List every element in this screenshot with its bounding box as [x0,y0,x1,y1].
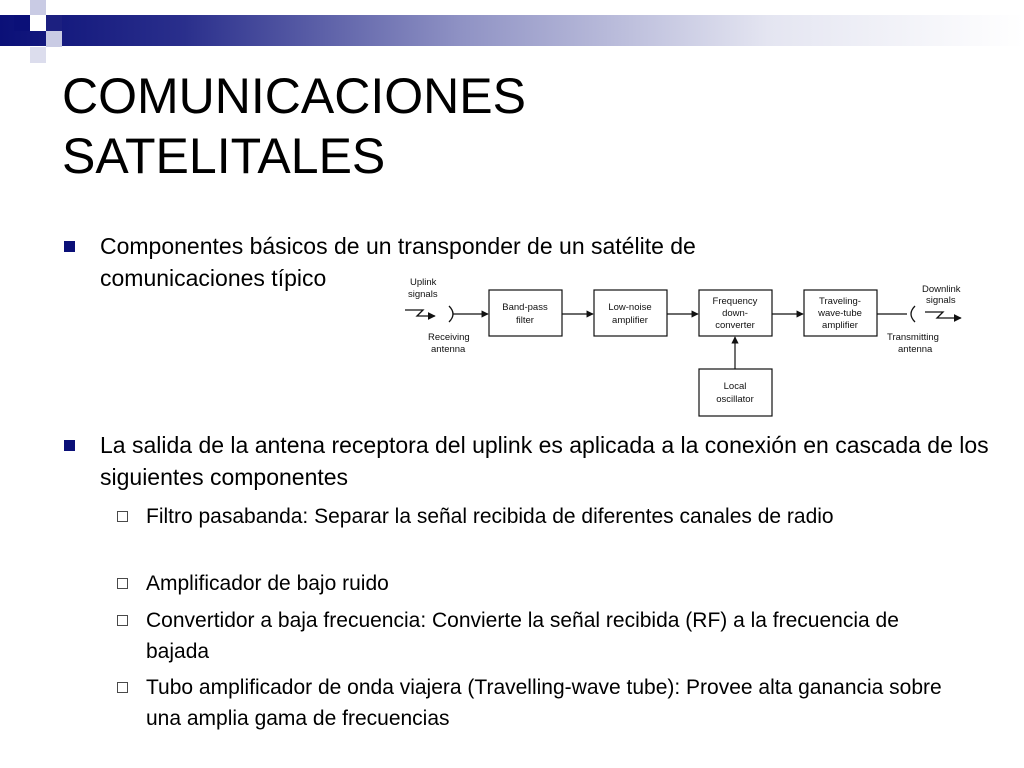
slide-title-line: SATELITALES [62,128,386,184]
slide-title [62,66,962,186]
low-noise-amplifier-label: Low-noise [608,302,652,313]
header-gradient-bar [0,15,1024,46]
twt-amplifier-label: amplifier [822,320,858,331]
low-noise-amplifier-block [594,290,667,336]
sub-bullet-item: Amplificador de bajo ruido [146,572,389,595]
downlink-label: signals [926,295,956,306]
downlink-arrow-icon [925,312,961,318]
bullet-square-icon [64,440,75,451]
downlink-label: Downlink [922,284,961,295]
header-square-navy [14,15,30,31]
transmitting-antenna-icon [911,306,915,322]
sub-bullet-item: Tubo amplificador de onda viajera (Travelling-wave tube): Provee alta ganancia sobre una amplia gama de frecuencias [146,676,942,730]
sub-bullet-square-icon [117,682,128,693]
down-converter-label: down- [722,308,748,319]
local-oscillator-label: Local [723,381,747,392]
sub-bullet-item: Filtro pasabanda: Separar la señal recibida de diferentes canales de radio [146,505,834,528]
bullet-item: Componentes básicos de un transponder de un satélite de comunicaciones típico [100,233,696,291]
receiving-antenna-icon [449,306,453,322]
bullet-square-icon [64,241,75,252]
transmitting-antenna-label: antenna [898,344,933,355]
uplink-arrow-icon [405,310,435,316]
header-square-navy [46,15,62,31]
local-oscillator-label: oscillator [716,394,754,405]
transponder-block-diagram [395,270,980,420]
down-converter-label: converter [715,320,755,331]
low-noise-amplifier-label: amplifier [612,315,648,326]
band-pass-filter-block [489,290,562,336]
down-converter-label: Frequency [712,296,758,307]
twt-amplifier-label: wave-tube [818,308,862,319]
sub-bullet-square-icon [117,615,128,626]
bullet-item: La salida de la antena receptora del uplink es aplicada a la conexión en cascada de los siguientes componentes [100,432,989,490]
transmitting-antenna-label: Transmitting [887,332,939,343]
sub-bullet-square-icon [117,511,128,522]
uplink-label: signals [408,289,438,300]
local-oscillator-block [699,369,772,416]
twt-amplifier-label: Traveling- [819,296,861,307]
header-square-light [30,47,46,63]
band-pass-filter-label: filter [516,315,534,326]
sub-bullet-square-icon [117,578,128,589]
header-square-white [62,0,78,15]
receiving-antenna-label: antenna [431,344,466,355]
slide-title-line: COMUNICACIONES [62,68,526,124]
band-pass-filter-label: Band-pass [502,302,548,313]
header-square-light [30,0,46,16]
uplink-label: Uplink [410,277,437,288]
receiving-antenna-label: Receiving [428,332,470,343]
header-square-white [30,15,46,31]
sub-bullet-item: Convertidor a baja frecuencia: Convierte la señal recibida (RF) a la frecuencia de bajada [146,609,899,663]
header-square-light [46,31,62,47]
